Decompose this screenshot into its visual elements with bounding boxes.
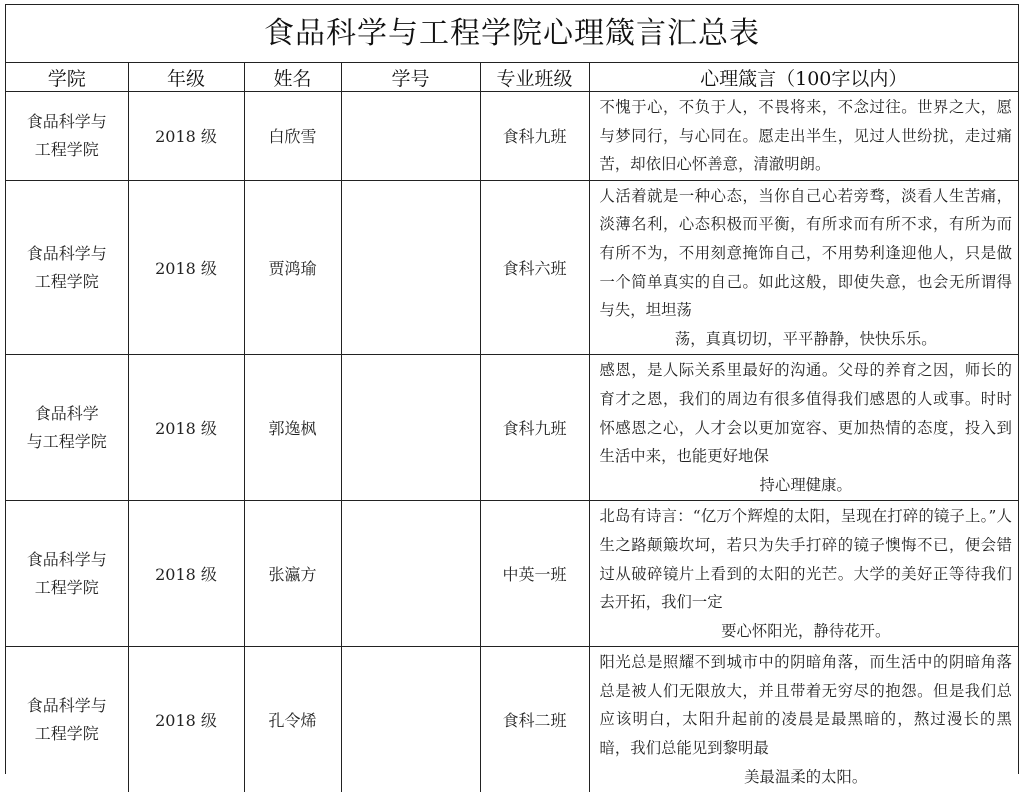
year-cell: 2018 级 [128,501,244,647]
college-cell [6,92,128,181]
name-cell: 白欣雪 [244,92,341,181]
table-row [6,92,1018,181]
motto-table [6,63,1018,792]
name-cell: 郭逸枫 [244,355,341,501]
motto-text: 感恩，是人际关系里最好的沟通。父母的养育之因，师长的育才之恩，我们的周边有很多值得我们感恩的人或事。时时怀感恩之心，人才会以更加宽容、更加热情的态度，投入到生活中来，也能更好地保 [599,361,1012,466]
college-line: 工程学院 [34,577,99,597]
college-line: 食品科学与 [26,549,107,569]
student-id-cell [341,92,480,181]
header-row [6,63,1018,92]
college-line: 食品科学与 [26,695,107,715]
motto-cell [589,92,1018,181]
college-line: 与工程学院 [26,431,107,451]
header-major-class: 专业班级 [480,63,589,92]
year-cell: 2018 级 [128,355,244,501]
motto-text: 不愧于心，不负于人，不畏将来，不念过往。世界之大，愿与梦同行，与心同在。愿走出半生，见过人世纷扰，走过痛苦，却依旧心怀善意，清澈明朗。 [599,98,1012,174]
motto-text-tail: 持心理健康。 [759,475,852,494]
student-id-cell [341,647,480,792]
year-cell: 2018 级 [128,647,244,792]
table-row [6,501,1018,647]
name-cell: 孔令烯 [244,647,341,792]
college-cell [6,501,128,647]
summary-sheet [5,4,1019,786]
college-line: 食品科学与 [26,111,107,131]
motto-cell [589,501,1018,647]
name-cell: 贾鸿瑜 [244,180,341,355]
motto-text-tail: 荡，真真切切，平平静静，快快乐乐。 [674,329,937,348]
college-line: 工程学院 [34,271,99,291]
motto-text: 阳光总是照耀不到城市中的阴暗角落，而生活中的阴暗角落总是被人们无限放大，并且带着无穷尽的抱怨。但是我们总应该明白，太阳升起前的凌晨是最黑暗的，熬过漫长的黑暗，我们总能见到黎明最 [599,653,1012,758]
college-line: 食品科学 [34,403,99,423]
year-cell: 2018 级 [128,180,244,355]
major-class-cell: 食科六班 [480,180,589,355]
motto-cell [589,355,1018,501]
header-year: 年级 [128,63,244,92]
header-student-id: 学号 [341,63,480,92]
motto-text-tail: 要心怀阳光，静待花开。 [721,621,891,640]
table-row [6,647,1018,792]
year-cell: 2018 级 [128,92,244,181]
student-id-cell [341,501,480,647]
college-cell [6,180,128,355]
major-class-cell: 食科九班 [480,355,589,501]
college-line: 食品科学与 [26,243,107,263]
major-class-cell: 中英一班 [480,501,589,647]
college-cell [6,355,128,501]
major-class-cell: 食科二班 [480,647,589,792]
motto-text-tail: 美最温柔的太阳。 [744,767,868,786]
student-id-cell [341,355,480,501]
college-line: 工程学院 [34,723,99,743]
motto-cell [589,647,1018,792]
header-name: 姓名 [244,63,341,92]
table-row [6,180,1018,355]
motto-cell [589,180,1018,355]
college-line: 工程学院 [34,139,99,159]
name-cell: 张瀛方 [244,501,341,647]
header-college: 学院 [6,63,128,92]
college-cell [6,647,128,792]
sheet-title: 食品科学与工程学院心理箴言汇总表 [6,5,1018,63]
student-id-cell [341,180,480,355]
motto-text: 人活着就是一种心态，当你自己心若旁骛，淡看人生苦痛，淡薄名利，心态积极而平衡，有所求而有所不求，有所为而有所不为，不用刻意掩饰自己，不用势利逢迎他人，只是做一个简单真实的自己。如此这般，即使失意，也会无所谓得与失，坦坦荡 [599,186,1012,320]
table-row [6,355,1018,501]
motto-text: 北岛有诗言：“亿万个辉煌的太阳，呈现在打碎的镜子上。”人生之路颠簸坎坷，若只为失手打碎的镜子懊悔不已，便会错过从破碎镜片上看到的太阳的光芒。大学的美好正等待我们去开拓，我们一定 [599,507,1012,612]
major-class-cell: 食科九班 [480,92,589,181]
header-motto: 心理箴言（100字以内） [589,63,1018,92]
